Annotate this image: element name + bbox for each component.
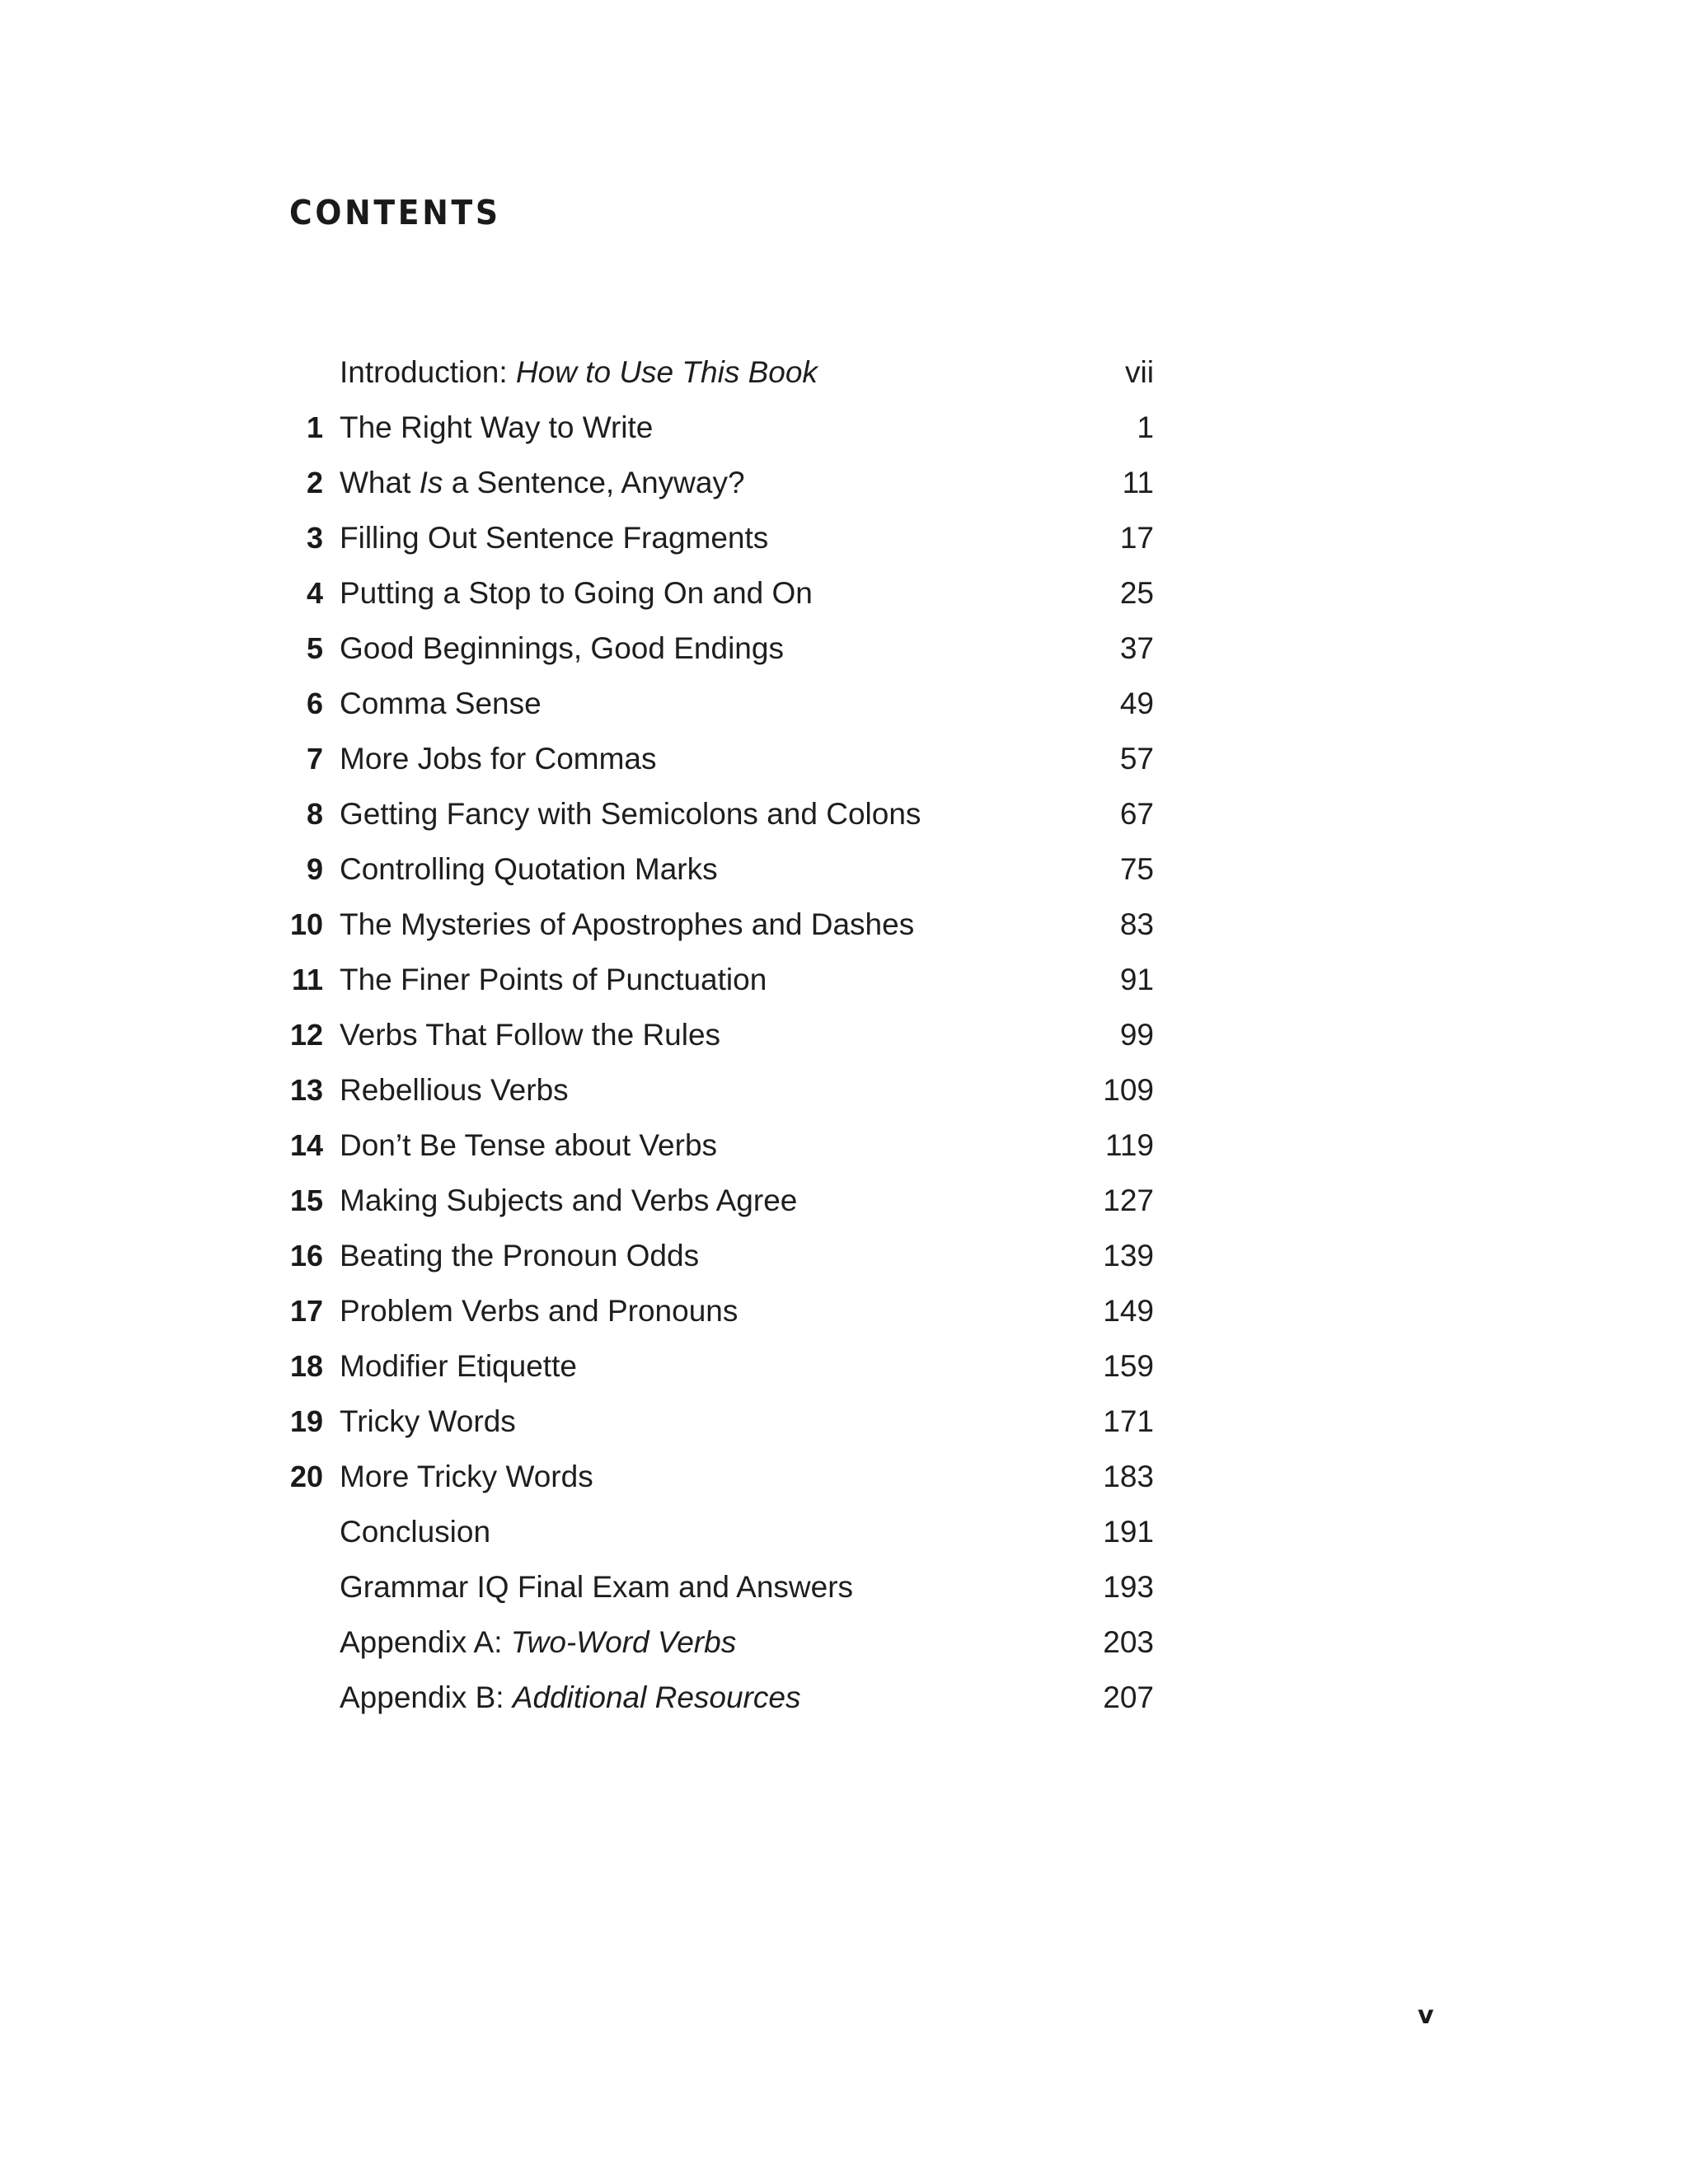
chapter-title [340, 907, 1154, 942]
chapter-title-text: Modifier Etiquette [340, 1348, 577, 1383]
chapter-title-text: Problem Verbs and Pronouns [340, 1293, 738, 1328]
chapter-title-text: Putting a Stop to Going On and On [340, 575, 813, 610]
toc-entry [280, 510, 1154, 565]
toc-entry [280, 952, 1154, 1007]
chapter-title-text: What [340, 465, 420, 499]
toc-entry [280, 565, 1154, 621]
chapter-title-text: Filling Out Sentence Fragments [340, 520, 769, 555]
chapter-title-text: Good Beginnings, Good Endings [340, 630, 784, 665]
chapter-title-text: Appendix A: [340, 1624, 511, 1659]
toc-entry [280, 621, 1154, 676]
chapter-title-text: Tricky Words [340, 1404, 516, 1438]
chapter-title-italic: How to Use This Book [515, 354, 818, 389]
chapter-title-text: Beating the Pronoun Odds [340, 1238, 700, 1272]
chapter-title-text: Don’t Be Tense about Verbs [340, 1127, 718, 1162]
page-number: 75 [1119, 852, 1154, 886]
chapter-number: 6 [306, 686, 323, 720]
chapter-number: 3 [306, 520, 323, 555]
page-number: 193 [1103, 1570, 1154, 1604]
chapter-title [340, 1460, 1154, 1494]
toc-entry [280, 455, 1154, 510]
chapter-number: 18 [289, 1348, 323, 1383]
page-number: 91 [1119, 963, 1154, 996]
chapter-number: 19 [289, 1404, 323, 1438]
chapter-number: 16 [289, 1238, 323, 1272]
chapter-number: 9 [306, 851, 323, 886]
chapter-title-text: Verbs That Follow the Rules [340, 1017, 721, 1052]
toc-entry [280, 786, 1154, 841]
folio-page-number: v [1418, 2001, 1434, 2030]
chapter-number: 4 [306, 575, 323, 610]
chapter-title-text: Getting Fancy with Semicolons and Colons [340, 796, 921, 831]
page-number: 109 [1103, 1073, 1154, 1107]
page-number: 17 [1119, 521, 1154, 555]
page-number: 191 [1103, 1515, 1154, 1549]
page-number: 139 [1103, 1239, 1154, 1272]
page-title: CONTENTS [289, 193, 501, 232]
toc-entry [280, 1062, 1154, 1118]
toc-entry [280, 841, 1154, 897]
chapter-title [340, 1515, 1154, 1549]
toc-entry [280, 1338, 1154, 1394]
chapter-title [340, 576, 1154, 611]
page-number: vii [1125, 355, 1154, 389]
chapter-title-text: Introduction: [340, 354, 516, 389]
chapter-number: 20 [289, 1459, 323, 1493]
chapter-title-text: The Right Way to Write [340, 410, 654, 444]
chapter-title-text: Appendix B: [340, 1680, 513, 1714]
chapter-number: 2 [306, 465, 323, 499]
chapter-title [340, 963, 1154, 997]
chapter-title [340, 1404, 1154, 1439]
page-number: 11 [1122, 466, 1154, 499]
chapter-title-text: Making Subjects and Verbs Agree [340, 1183, 798, 1217]
page-number: 83 [1119, 907, 1154, 941]
chapter-number: 13 [289, 1072, 323, 1107]
chapter-title-text: a Sentence, Anyway? [443, 465, 745, 499]
toc-entry [280, 1228, 1154, 1283]
chapter-number: 15 [289, 1183, 323, 1217]
chapter-title [340, 742, 1154, 776]
toc-entry [280, 1559, 1154, 1615]
chapter-title-text: The Finer Points of Punctuation [340, 962, 767, 996]
chapter-number: 7 [306, 741, 323, 776]
chapter-title-text: Conclusion [340, 1514, 491, 1549]
page-number: 127 [1103, 1183, 1154, 1217]
page-number: 1 [1137, 410, 1154, 444]
chapter-number: 10 [289, 907, 323, 941]
chapter-number: 8 [306, 796, 323, 831]
toc-entry [280, 1118, 1154, 1173]
page-number: 207 [1103, 1680, 1154, 1714]
chapter-number: 1 [306, 410, 323, 444]
toc-entry [280, 731, 1154, 786]
chapter-title [340, 1294, 1154, 1329]
chapter-title [340, 1183, 1154, 1218]
chapter-title [340, 410, 1154, 445]
page-number: 25 [1119, 576, 1154, 610]
page-number: 67 [1119, 797, 1154, 831]
page-number: 149 [1103, 1294, 1154, 1328]
page-number: 119 [1105, 1128, 1154, 1162]
chapter-title [340, 355, 1154, 390]
page-number: 49 [1119, 687, 1154, 720]
chapter-number: 12 [289, 1017, 323, 1052]
chapter-number: 17 [289, 1293, 323, 1328]
page-number: 57 [1119, 742, 1154, 776]
toc-entry [280, 1504, 1154, 1559]
chapter-title [340, 466, 1154, 500]
chapter-title [340, 521, 1154, 555]
toc-entry [280, 676, 1154, 731]
table-of-contents [280, 344, 1154, 1725]
page-number: 183 [1103, 1460, 1154, 1493]
toc-entry [280, 1173, 1154, 1228]
toc-entry [280, 1615, 1154, 1670]
page-number: 159 [1103, 1349, 1154, 1383]
chapter-title [340, 1018, 1154, 1052]
chapter-title-text: Rebellious Verbs [340, 1072, 569, 1107]
toc-entry [280, 1394, 1154, 1449]
page-number: 37 [1119, 631, 1154, 665]
chapter-title-text: Controlling Quotation Marks [340, 851, 718, 886]
chapter-title-text: Comma Sense [340, 686, 542, 720]
chapter-title [340, 1128, 1154, 1163]
toc-entry [280, 1670, 1154, 1725]
chapter-title [340, 1073, 1154, 1108]
toc-entry [280, 1283, 1154, 1338]
page-number: 203 [1103, 1625, 1154, 1659]
chapter-title-text: More Tricky Words [340, 1459, 593, 1493]
toc-entry [280, 1007, 1154, 1062]
chapter-title [340, 1570, 1154, 1605]
toc-entry [280, 400, 1154, 455]
chapter-title-text: More Jobs for Commas [340, 741, 657, 776]
chapter-number: 14 [289, 1127, 323, 1162]
chapter-title [340, 797, 1154, 832]
page-number: 171 [1103, 1404, 1154, 1438]
toc-entry [280, 344, 1154, 400]
page-number: 99 [1119, 1018, 1154, 1052]
chapter-title [340, 1239, 1154, 1273]
chapter-number: 5 [306, 630, 323, 665]
chapter-title [340, 687, 1154, 721]
toc-entry [280, 1449, 1154, 1504]
chapter-number: 11 [291, 962, 323, 996]
chapter-title-italic: Additional Resources [512, 1680, 801, 1714]
chapter-title-italic: Is [419, 465, 443, 499]
chapter-title-text: The Mysteries of Apostrophes and Dashes [340, 907, 915, 941]
chapter-title [340, 1349, 1154, 1384]
chapter-title [340, 1680, 1154, 1715]
chapter-title [340, 1625, 1154, 1660]
chapter-title-text: Grammar IQ Final Exam and Answers [340, 1569, 854, 1604]
toc-entry [280, 897, 1154, 952]
chapter-title [340, 631, 1154, 666]
chapter-title [340, 852, 1154, 887]
chapter-title-italic: Two-Word Verbs [510, 1624, 737, 1659]
